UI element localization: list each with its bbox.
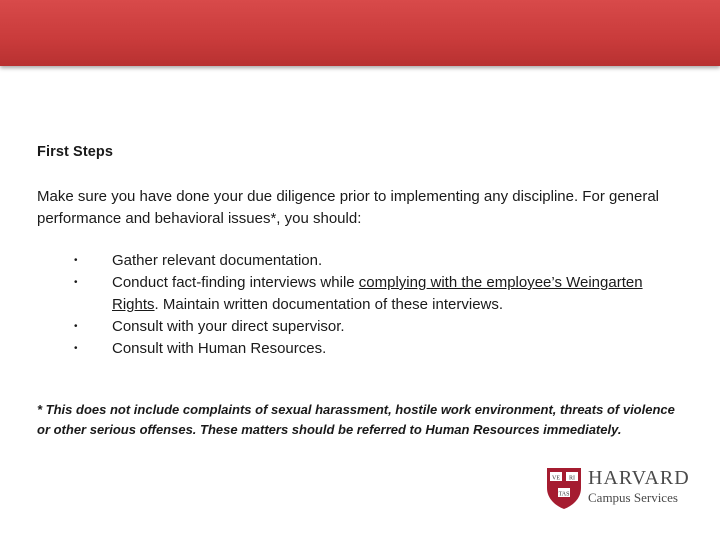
shield-icon xyxy=(545,466,583,510)
list-item xyxy=(0,250,672,272)
list-item-text: Consult with Human Resources. xyxy=(112,340,327,357)
weingarten-rights-link[interactable]: complying with the employee’s Weingarten Rights xyxy=(112,274,643,313)
list-item xyxy=(0,338,672,360)
svg-text:RI: RI xyxy=(569,475,575,482)
list-item xyxy=(0,316,672,338)
logo-name: HARVARD xyxy=(588,467,690,489)
footnote: * This does not include complaints of sexual harassment, hostile work environment, threats of violence or other serious offenses. These matters should be referred to Human Resources immediately. xyxy=(37,402,675,437)
list-item-text: Conduct fact-finding interviews while xyxy=(112,274,359,291)
intro-paragraph: Make sure you have done your due diligence prior to implementing any discipline. For general performance and behavioral issues*, you should: xyxy=(37,188,660,227)
list-item-text: Gather relevant documentation. xyxy=(112,252,323,269)
list-item xyxy=(0,272,672,316)
steps-list xyxy=(0,250,720,360)
header-banner xyxy=(0,0,720,66)
logo-subtitle: Campus Services xyxy=(588,490,678,505)
list-item-text: . Maintain written documentation of these interviews. xyxy=(154,296,504,313)
bullet-icon: • xyxy=(74,321,78,332)
harvard-logo xyxy=(545,466,695,510)
slide-heading: First Steps xyxy=(37,144,114,160)
bullet-icon: • xyxy=(74,255,78,266)
list-item-text: Consult with your direct supervisor. xyxy=(112,318,345,335)
svg-text:VE: VE xyxy=(552,475,560,482)
bullet-icon: • xyxy=(74,277,78,288)
svg-text:TAS: TAS xyxy=(558,491,570,498)
bullet-icon: • xyxy=(74,343,78,354)
